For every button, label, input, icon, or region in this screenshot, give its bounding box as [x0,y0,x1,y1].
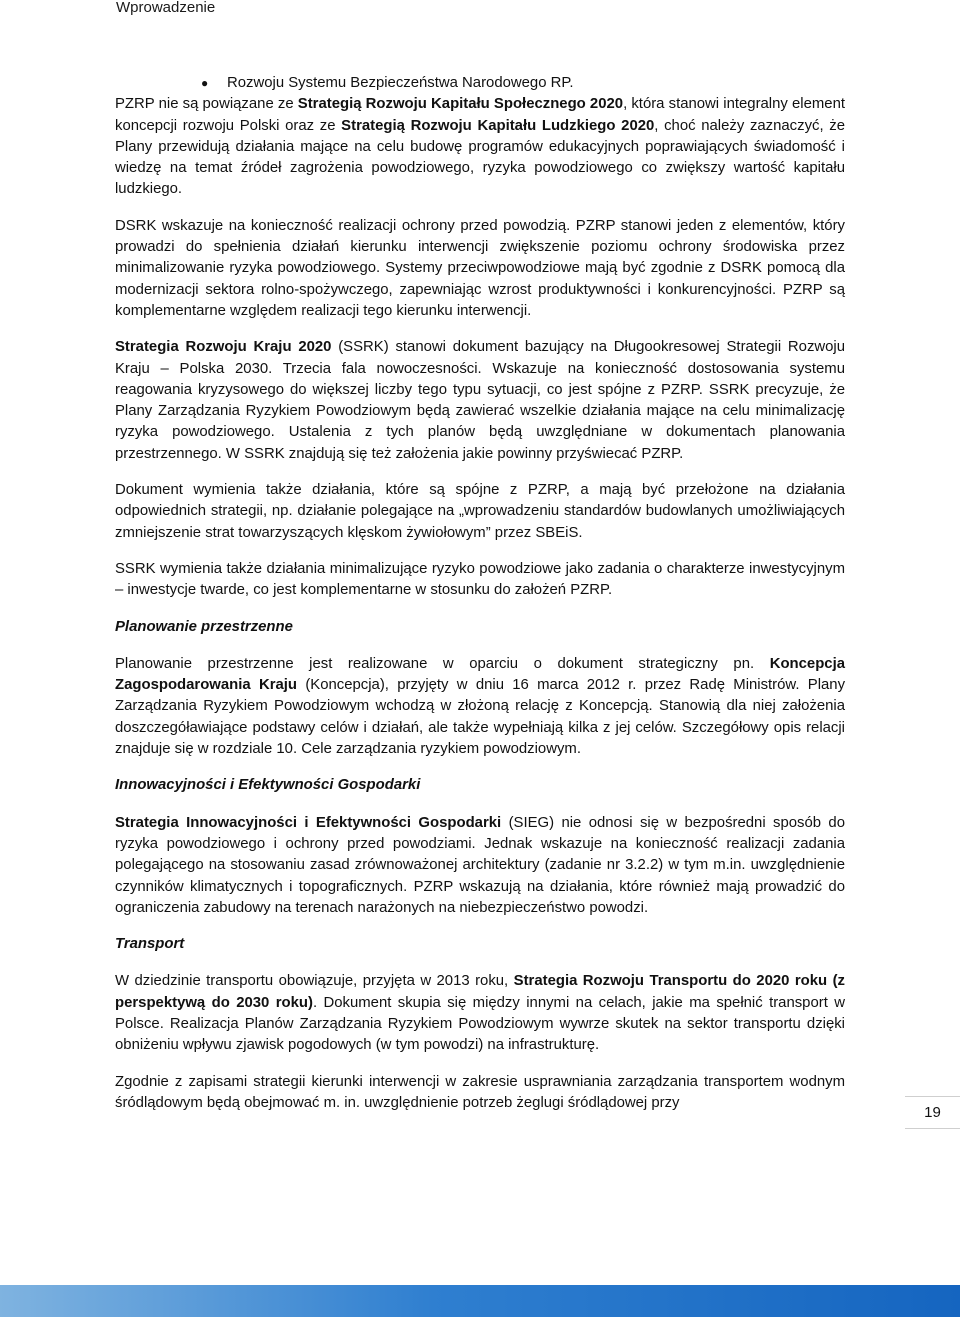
paragraph-planowanie [115,654,845,760]
text: , która stanowi integralny element koncepcji rozwoju Polski oraz ze [115,96,845,134]
strategy-name: Strategia Rozwoju Kraju 2020 [115,339,332,356]
paragraph-dsrk: DSRK wskazuje na konieczność realizacji ochrony przed powodzią. PZRP stanowi jeden z elementów, który prowadzi do spełnienia działań kierunku interwencji zwiększenie poziomu ochrony środowiska przez minimalizowanie ryzyka powodziowego. Systemy przeciwpowodziowe mają być zgodnie z DSRK pomocą dla modernizacji sektora rolno-spożywczego, zapewniając wzrost produktywności i konkurencyjności. PZRP są komplementarne względem realizacji tego kierunku interwencji. [115,217,845,319]
strategy-name: Strategią Rozwoju Kapitału Ludzkiego 2020 [341,117,655,134]
paragraph-ssrk [115,337,845,465]
text: , choć należy zaznaczyć, że Plany przewidują działania mające na celu budowę programów edukacyjnych poprawiających świadomość i wiedzę na temat źródeł zagrożenia powodziowego, ryzyka powodziowego co zwiększy wartość kapitału ludzkiego. [115,117,846,198]
strategy-name: Koncepcja Zagospodarowania Kraju [115,655,845,694]
page-number: 19 [905,1096,960,1129]
text: (SIEG) nie odnosi się w bezpośredni sposób do ryzyka powodziowego i ochrony przed powodziami. Jednak wskazuje na konieczność realizacji zadania polegającego na stosowaniu zasad zrównoważonej architektury (zadanie nr 3.2.2) w tym m.in. uwzględnienie czynników klimatycznych i topograficznych. PZRP wskazują na działania, które również mają prowadzić do ograniczenia zabudowy na terenach narażonych na niebezpieczeństwo powodzi. [115,814,845,916]
heading-transport: Transport [115,936,185,953]
text: PZRP nie są powiązane ze [115,96,298,113]
bullet-text: Rozwoju Systemu Bezpieczeństwa Narodowego RP. [227,75,574,91]
text: Planowanie przestrzenne jest realizowane w oparciu o dokument strategiczny pn. [115,655,770,672]
paragraph-innowacyjnosc [115,813,845,919]
bullet-dot-icon: ● [201,76,209,90]
heading-innowacyjnosc: Innowacyjności i Efektywności Gospodarki [115,777,421,794]
paragraph-transport [115,971,845,1056]
strategy-name: Strategia Innowacyjności i Efektywności Gospodarki [115,814,502,831]
running-header: Wprowadzenie [116,0,216,16]
paragraph-ssrk-inwestycje: SSRK wymienia także działania minimalizujące ryzyko powodziowe jako zadania o charakterze inwestycyjnym – inwestycje twarde, co jest komplementarne w stosunku do założeń PZRP. [115,560,845,599]
paragraph-ssks [115,94,845,200]
text: (SSRK) stanowi dokument bazujący na Długookresowej Strategii Rozwoju Kraju – Polska 2030. Trzecia fala nowoczesności. Wskazuje na konieczność dostosowania systemu reagowania kryzysowego do większej liczby tego typu sytuacji, co jest spójne z PZRP. SSRK precyzuje, że Plany Zarządzania Ryzykiem Powodziowym będą zawierać wszelkie działania mające na celu minimalizację ryzyka powodziowego. Ustalenia z tych planów będą uwzględniane w dokumentach planowania przestrzennego. W SSRK znajdują się też założenia jakie powinny przyświecać PZRP. [115,339,846,462]
strategy-name: Strategią Rozwoju Kapitału Społecznego 2020 [297,96,624,113]
strategy-name: Strategia Rozwoju Transportu do 2020 roku (z perspektywą do 2030 roku) [115,973,845,1011]
text: . Dokument skupia się między innymi na celach, jakie ma spełnić transport w Polsce. Realizacja Planów Zarządzania Ryzykiem Powodziowym wywrze skutek na sektor transportu dzięki obniżeniu wpływu zjawisk pogodowych (w tym powodzi) na infrastrukturę. [115,994,845,1054]
bullet-item [115,73,845,94]
paragraph-dokument: Dokument wymienia także działania, które są spójne z PZRP, a mają być przełożone na działania odpowiednich strategii, np. działanie polegające na „wprowadzeniu standardów budowlanych umożliwiających zmniejszenie strat towarzyszących klęskom żywiołowym” przez SBEiS. [115,482,845,541]
text: (Koncepcja), przyjęty w dniu 16 marca 2012 r. przez Radę Ministrów. Plany Zarządzania Ryzykiem Powodziowym wchodzą w złożoną relację z Koncepcją. Stanowią dla niej założenia doszczegóławiające podstawy celów i działań, ale także wypełniają kilka z jej celów. Szczegółowy opis relacji znajduje się w rozdziale 10. Cele zarządzania ryzykiem powodziowym. [115,677,846,758]
paragraph-transport-wodny: Zgodnie z zapisami strategii kierunki interwencji w zakresie usprawniania zarządzania transportem wodnym śródlądowym będą obejmować m. in. uwzględnienie potrzeb żeglugi śródlądowej przy [115,1073,845,1111]
page-body [115,73,845,1129]
text: W dziedzinie transportu obowiązuje, przyjęta w 2013 roku, [115,973,514,990]
heading-planowanie: Planowanie przestrzenne [115,618,293,635]
footer-band [0,1285,960,1317]
